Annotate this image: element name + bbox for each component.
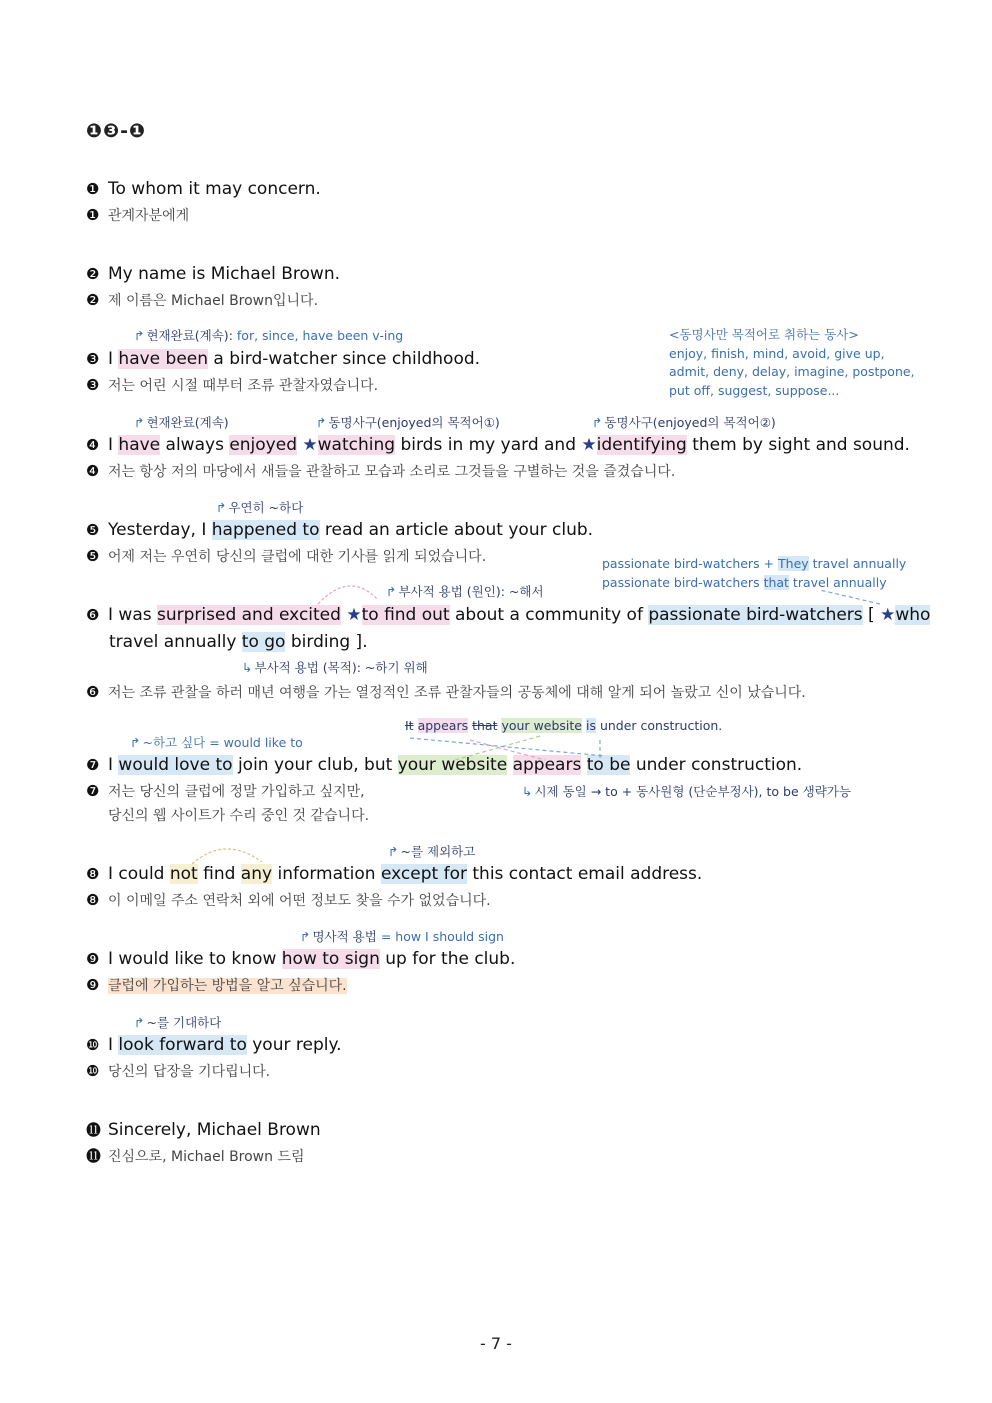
grammar-note: ↱ 현재완료(계속) bbox=[134, 415, 229, 430]
sentence-6-line-2: travel annually to go birding ]. bbox=[109, 632, 368, 652]
arrow-it-to-be bbox=[410, 738, 605, 756]
grammar-note: ↱ 동명사구(enjoyed의 목적어②) bbox=[592, 415, 776, 430]
translation-text: 제 이름은 Michael Brown입니다. bbox=[108, 293, 319, 309]
translation-number: ⓫ bbox=[86, 1147, 102, 1165]
grammar-note: ↱ 동명사구(enjoyed의 목적어①) bbox=[316, 415, 500, 430]
translation-number: ❽ bbox=[86, 891, 100, 909]
translation-text: 저는 조류 관찰을 하러 매년 여행을 가는 열정적인 조류 관찰자들의 공동체에 대해 알게 되어 놀랐고 신이 났습니다. bbox=[108, 685, 806, 701]
translation-text: 저는 항상 저의 마당에서 새들을 관찰하고 모습과 소리로 그것들을 구별하는 것을 즐겼습니다. bbox=[108, 464, 676, 480]
translation-number: ❼ bbox=[86, 782, 100, 800]
translation-number: ❻ bbox=[86, 683, 100, 701]
translation-number: ❾ bbox=[86, 976, 100, 994]
sentence-text: Sincerely, Michael Brown bbox=[108, 1120, 321, 1140]
sentence-number: ❶ bbox=[86, 180, 100, 198]
grammar-note: ↳ 부사적 용법 (목적): ~하기 위해 bbox=[242, 660, 428, 675]
arrow-surprised-to-find bbox=[318, 586, 378, 604]
sentence-4: ❹ I have always enjoyed ★watching birds in my yard and ★identifying them by sight and sound. bbox=[86, 432, 910, 459]
sentence-number: ❺ bbox=[86, 521, 100, 539]
translation-number: ❺ bbox=[86, 547, 100, 565]
relative-clause-note: passionate bird-watchers + They travel annually passionate bird-watchers that travel annually bbox=[602, 556, 907, 590]
translation-text: 진심으로, Michael Brown 드림 bbox=[108, 1149, 305, 1165]
sentence-number: ❿ bbox=[86, 1036, 100, 1054]
grammar-note: ↱ 명사적 용법 = how I should sign bbox=[300, 929, 504, 944]
grammar-note: ↱ 우연히 ~하다 bbox=[216, 500, 304, 515]
paraphrase-note: It appears that your website is under construction. bbox=[405, 718, 723, 733]
sentence-10: ❿ I look forward to your reply. bbox=[86, 1032, 342, 1059]
sentence-number: ❷ bbox=[86, 265, 100, 283]
translation-number: ❹ bbox=[86, 462, 100, 480]
grammar-note: ↱ ~를 제외하고 bbox=[388, 844, 476, 859]
star-icon: ★ bbox=[581, 435, 597, 455]
page-section-label: ❶❸-❶ bbox=[86, 120, 147, 142]
grammar-note: ↱ 부사적 용법 (원인): ~해서 bbox=[386, 584, 544, 599]
translation-text: 이 이메일 주소 연락처 외에 어떤 정보도 찾을 수가 없었습니다. bbox=[108, 893, 491, 909]
arrow-not-any bbox=[192, 849, 262, 864]
star-icon: ★ bbox=[346, 605, 362, 625]
sentence-number: ❹ bbox=[86, 436, 100, 454]
sentence-number: ❼ bbox=[86, 756, 100, 774]
sentence-text: My name is Michael Brown. bbox=[108, 264, 341, 284]
sentence-9: ❾ I would like to know how to sign up for the club. bbox=[86, 946, 515, 973]
grammar-note: ↱ ~를 기대하다 bbox=[134, 1015, 222, 1030]
sentence-8: ❽ I could not find any information except for this contact email address. bbox=[86, 861, 702, 888]
grammar-note: ↱ ~하고 싶다 = would like to bbox=[130, 735, 303, 750]
translation-text: 저는 어린 시절 때부터 조류 관찰자였습니다. bbox=[108, 378, 379, 394]
star-icon: ★ bbox=[880, 605, 896, 625]
star-icon: ★ bbox=[302, 435, 318, 455]
sentence-3: ❸ I have been a bird-watcher since childhood. bbox=[86, 346, 480, 373]
page-number: - 7 - bbox=[480, 1334, 512, 1353]
translation-text: 관계자분에게 bbox=[108, 208, 190, 224]
arrow-website-down bbox=[455, 736, 540, 760]
translation-number: ❶ bbox=[86, 206, 100, 224]
sentence-7: ❼ I would love to join your club, but your website appears to be under construction. bbox=[86, 752, 802, 779]
sentence-text: To whom it may concern. bbox=[108, 179, 321, 199]
translation-text: 당신의 답장을 기다립니다. bbox=[108, 1064, 271, 1080]
sentence-number: ❻ bbox=[86, 606, 100, 624]
translation-number: ❿ bbox=[86, 1062, 100, 1080]
sentence-number: ❸ bbox=[86, 350, 100, 368]
grammar-note: ↳ 시제 동일 → to + 동사원형 (단순부정사), to be 생략가능 bbox=[522, 784, 851, 799]
translation-number: ❸ bbox=[86, 376, 100, 394]
grammar-note: ↱ 현재완료(계속): for, since, have been v-ing bbox=[134, 328, 404, 343]
highlight-present-perfect: have been bbox=[118, 349, 209, 369]
sentence-5: ❺ Yesterday, I happened to read an article about your club. bbox=[86, 517, 593, 544]
translation-text: 어제 저는 우연히 당신의 클럽에 대한 기사를 읽게 되었습니다. bbox=[108, 549, 487, 565]
translation-text: 클럽에 가입하는 방법을 알고 싶습니다. bbox=[108, 978, 347, 994]
sentence-number: ❽ bbox=[86, 865, 100, 883]
translation-text: 저는 당신의 클럽에 정말 가입하고 싶지만, bbox=[108, 784, 365, 800]
sentence-number: ⓫ bbox=[86, 1121, 102, 1139]
translation-7-line-2: 당신의 웹 사이트가 수리 중인 것 같습니다. bbox=[108, 808, 370, 824]
arrow-appears-down bbox=[470, 740, 545, 760]
arrow-who-to-box bbox=[820, 590, 880, 604]
sentence-number: ❾ bbox=[86, 950, 100, 968]
translation-number: ❷ bbox=[86, 291, 100, 309]
gerund-verbs-note: <동명사만 목적어로 취하는 동사> enjoy, finish, mind, avoid, give up, admit, deny, delay, imagine, postpone, put off, suggest, suppose... bbox=[669, 327, 915, 398]
sentence-6: ❻ I was surprised and excited ★to find out about a community of passionate bird-watchers [ ★who bbox=[86, 602, 930, 629]
